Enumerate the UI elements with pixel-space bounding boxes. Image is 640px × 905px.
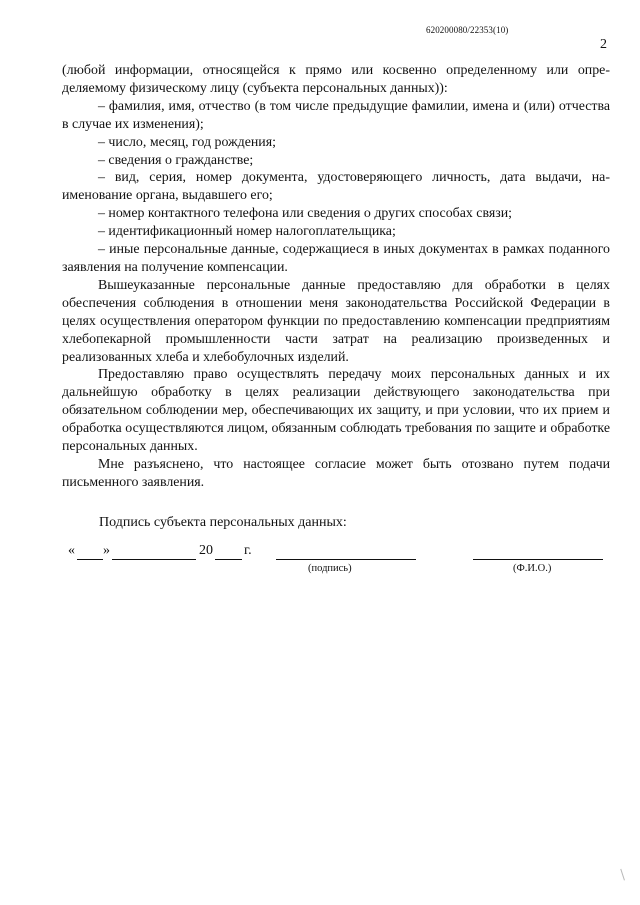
page-number: 2	[600, 37, 607, 52]
date-close-quote: »	[103, 543, 110, 558]
list-item: – число, месяц, год рождения;	[98, 134, 276, 150]
list-item: – номер контактного телефона или сведения о других способах связи;	[98, 206, 512, 222]
full-name-field[interactable]	[473, 545, 603, 560]
signature-label: Подпись субъекта персональных данных:	[99, 515, 347, 530]
signature-caption: (подпись)	[308, 563, 352, 574]
list-item: – сведения о гражданстве;	[98, 152, 254, 168]
signature-block	[68, 543, 608, 583]
list-item: – вид, серия, номер документа, удостоверяющего личность, дата выдачи, наименование органа, выдавшего его;	[62, 170, 610, 204]
paragraph-intro: (любой информации, относящейся к прямо или косвенно определенному или определяемому физическому лицу (субъекта персональных данных)):	[62, 63, 610, 96]
list-item: – иные персональные данные, содержащиеся в иных документах в рамках поданного заявления на получение компенсации.	[62, 242, 610, 275]
paragraph-revocation: Мне разъяснено, что настоящее согласие может быть отозвано путем подачи письменного заявления.	[62, 456, 610, 490]
month-field[interactable]	[112, 545, 196, 560]
day-field[interactable]	[77, 545, 103, 560]
year-field[interactable]	[215, 545, 242, 560]
year-suffix: г.	[244, 543, 252, 558]
signature-field[interactable]	[276, 545, 416, 560]
scan-artifact	[620, 868, 628, 881]
list-item: – идентификационный номер налогоплательщика;	[98, 224, 396, 240]
list-item: – фамилия, имя, отчество (в том числе предыдущие фамилии, имена и (или) отчества в случае их изменения);	[62, 98, 610, 132]
consent-text	[62, 62, 610, 492]
date-open-quote: «	[68, 543, 75, 558]
paragraph-purpose: Вышеуказанные персональные данные предоставляю для обработки в целях обеспечения соблюдения в отношении меня законодательства Российской Федерации в целях осуществления оператором функции по предоставлению компенсации предприятиям хлебопекарной промышленности части затрат на реализацию произведенных и реализованных хлеба и хлебобулочных изделий.	[62, 277, 610, 365]
document-code: 620200080/22353(10)	[426, 25, 509, 35]
paragraph-transfer-rights: Предоставляю право осуществлять передачу моих персональных данных и их дальнейшую обработку в целях реализации действующего законодательства при обязательном соблюдении мер, обеспечивающих их защиту, и при условии, что их прием и обработка осуществляются лицом, обязанным соблюдать требования по защите и обработке персональных данных.	[62, 367, 610, 455]
full-name-caption: (Ф.И.О.)	[513, 563, 552, 574]
year-prefix: 20	[199, 543, 213, 558]
